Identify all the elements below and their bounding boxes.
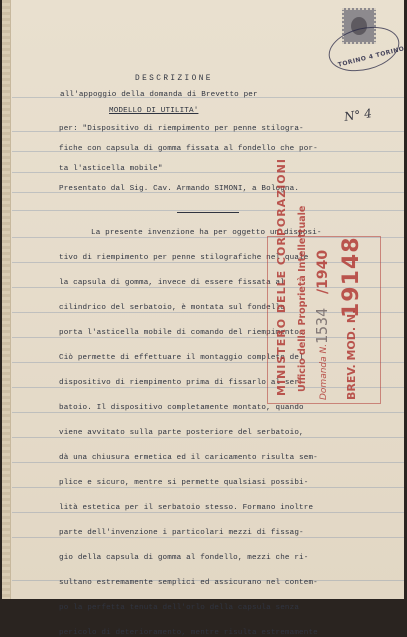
ruled-line bbox=[12, 512, 404, 513]
stamp-ministry-name: MINISTERO DELLE CORPORAZIONI bbox=[275, 158, 288, 396]
body-line: sultano estremamente semplici ed assicurano nel contem- bbox=[59, 579, 318, 587]
intro-line: all'appoggio della domanda di Brevetto per bbox=[60, 91, 258, 99]
ruled-line bbox=[12, 437, 404, 438]
body-line: batoio. Il dispositivo completamente montato, quando bbox=[59, 404, 304, 412]
stamp-year: /1940 bbox=[315, 249, 331, 294]
ruled-line bbox=[12, 210, 404, 211]
body-line: porta l'asticella mobile di comando del riempimento. bbox=[59, 329, 304, 337]
stamp-brev-number: 19148 bbox=[339, 236, 364, 318]
title-line: fiche con capsula di gomma fissata al fondello che por- bbox=[59, 145, 318, 153]
body-line: viene avvitato sulla parte posteriore del serbatoio, bbox=[59, 429, 304, 437]
ruled-line bbox=[12, 487, 404, 488]
section-divider bbox=[177, 212, 239, 213]
handwritten-number: N° 4 bbox=[343, 106, 373, 124]
body-line: la capsula di gomma, invece di essere fissata al bbox=[59, 279, 285, 287]
page-binding-edge bbox=[2, 0, 11, 599]
presenter-line: Presentato dal Sig. Cav. Armando SIMONI, a Bologna. bbox=[59, 185, 300, 193]
stamp-brev-label: BREV. MOD. N. bbox=[345, 309, 358, 400]
body-line: dà una chiusura ermetica ed il caricamento risulta sem- bbox=[59, 454, 318, 462]
postmark bbox=[324, 20, 404, 78]
document-heading: DESCRIZIONE bbox=[135, 75, 213, 83]
title-line: per: "Dispositivo di riempimento per penne stilogra- bbox=[59, 125, 304, 133]
stamp-domanda-label: Domanda N. bbox=[319, 343, 329, 400]
body-line: lità estetica per il serbatoio stesso. Formano inoltre bbox=[59, 504, 314, 512]
ruled-line bbox=[12, 537, 404, 538]
postmark-text: TORINO 4 TORINO bbox=[337, 45, 406, 69]
model-type: MODELLO DI UTILITA' bbox=[109, 107, 199, 115]
body-line: gio della capsula di gomma al fondello, mezzi che ri- bbox=[59, 554, 309, 562]
stamp-rotated-content bbox=[267, 158, 379, 402]
title-line: ta l'asticella mobile" bbox=[59, 165, 163, 173]
body-line: plice e sicuro, mentre si permette qualsiasi possibi- bbox=[59, 479, 309, 487]
document-page bbox=[2, 0, 406, 637]
body-line: dispositivo di riempimento prima di fissarlo al ser- bbox=[59, 379, 304, 387]
stamp-office-name: Ufficio della Proprietà Intellettuale bbox=[297, 205, 308, 392]
body-line: po la perfetta tenuta dell'orlo della capsula senza bbox=[59, 604, 300, 612]
body-line: pericolo di deterioramento, mentre risulta estremamente bbox=[59, 629, 318, 637]
ministry-registration-stamp bbox=[267, 158, 381, 404]
ruled-line bbox=[12, 412, 404, 413]
body-line: parte dell'invenzione i particolari mezzi di fissag- bbox=[59, 529, 304, 537]
ruled-line bbox=[12, 462, 404, 463]
body-line: tivo di riempimento per penne stilografiche nel quale bbox=[59, 254, 309, 262]
body-line: Ciò permette di effettuare il montaggio completo del bbox=[59, 354, 304, 362]
body-line: cilindrico del serbatoio, è montata sul fondello bbox=[59, 304, 285, 312]
body-line: La presente invenzione ha per oggetto un disposi- bbox=[91, 229, 322, 237]
stamp-domanda-number: 1534 bbox=[313, 307, 331, 344]
